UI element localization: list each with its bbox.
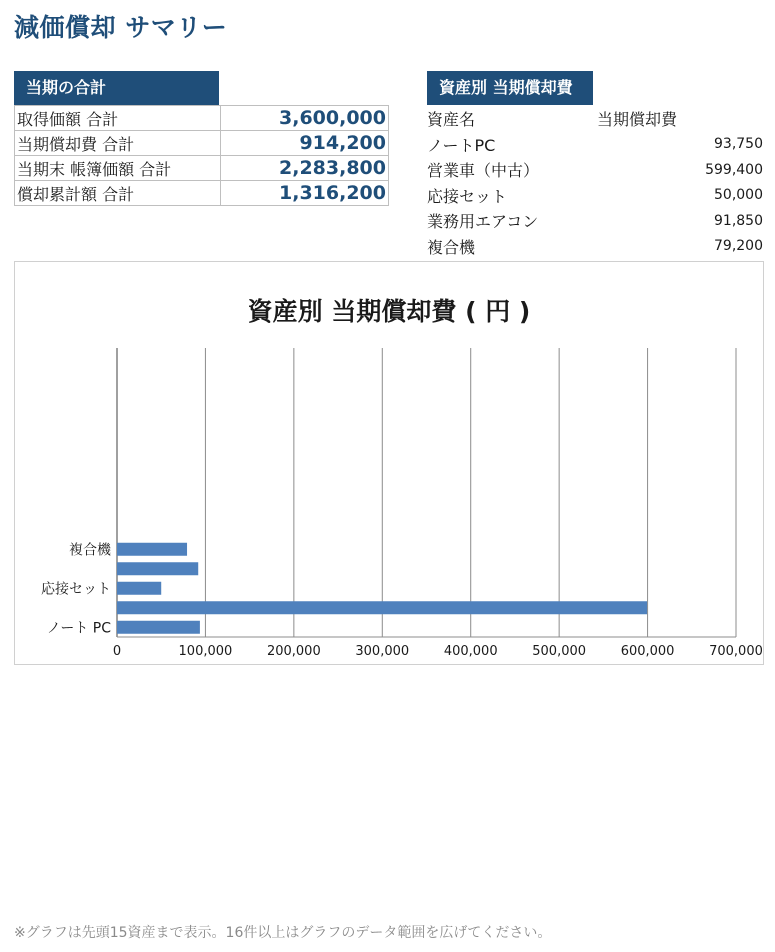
asset-value[interactable]: 79,200 [714, 238, 763, 255]
chart-title: 資産別 当期償却費 ( 円 ) [247, 297, 531, 326]
bar [117, 621, 200, 634]
asset-list [427, 106, 763, 259]
x-tick-label: 500,000 [532, 644, 587, 659]
bar [117, 543, 187, 556]
summary-label[interactable]: 償却累計額 合計 [15, 181, 221, 206]
list-item [427, 132, 763, 158]
y-tick-label: 複合機 [69, 542, 111, 559]
x-tick-label: 0 [112, 644, 122, 659]
asset-value[interactable]: 599,400 [705, 161, 763, 178]
asset-name[interactable]: 業務用エアコン [427, 212, 539, 232]
chart-area[interactable] [14, 261, 764, 665]
asset-value[interactable]: 50,000 [714, 187, 763, 204]
asset-value[interactable]: 93,750 [714, 136, 763, 153]
page-title: 減価償却 サマリー [14, 13, 228, 42]
asset-value[interactable]: 91,850 [714, 212, 763, 229]
summary-value[interactable]: 914,200 [221, 131, 389, 156]
asset-name[interactable]: ノートPC [427, 135, 496, 155]
assets-header: 資産別 当期償却費 [427, 71, 593, 105]
table-row [15, 181, 389, 206]
y-tick-label: ノート PC [46, 620, 111, 637]
table-row [15, 106, 389, 131]
summary-table [14, 105, 389, 206]
bar [117, 601, 647, 614]
bar [117, 562, 198, 575]
x-tick-label: 400,000 [443, 644, 498, 659]
y-tick-label: 応接セット [41, 581, 111, 598]
summary-label[interactable]: 当期償却費 合計 [15, 131, 221, 156]
x-tick-label: 600,000 [620, 644, 675, 659]
x-tick-label: 200,000 [266, 644, 321, 659]
list-item [427, 183, 763, 209]
col-depreciation[interactable]: 当期償却費 [597, 110, 678, 130]
summary-value[interactable]: 1,316,200 [221, 181, 389, 206]
asset-name[interactable]: 応接セット [427, 186, 508, 206]
list-item [427, 234, 763, 260]
summary-value[interactable]: 3,600,000 [221, 106, 389, 131]
asset-name[interactable]: 複合機 [427, 237, 476, 257]
asset-list-header [427, 106, 763, 132]
footnote: ※グラフは先頭15資産まで表示。16件以上はグラフのデータ範囲を広げてください。 [14, 925, 552, 941]
table-row [15, 131, 389, 156]
x-tick-label: 700,000 [709, 644, 763, 659]
x-tick-label: 100,000 [178, 644, 233, 659]
summary-header: 当期の合計 [14, 71, 219, 105]
summary-label[interactable]: 取得価額 合計 [15, 106, 221, 131]
asset-name[interactable]: 営業車（中古） [427, 161, 540, 181]
col-asset-name[interactable]: 資産名 [427, 110, 476, 130]
x-tick-label: 300,000 [355, 644, 410, 659]
table-row [15, 156, 389, 181]
bar [117, 582, 161, 595]
list-item [427, 208, 763, 234]
list-item [427, 157, 763, 183]
summary-label[interactable]: 当期末 帳簿価額 合計 [15, 156, 221, 181]
summary-value[interactable]: 2,283,800 [221, 156, 389, 181]
